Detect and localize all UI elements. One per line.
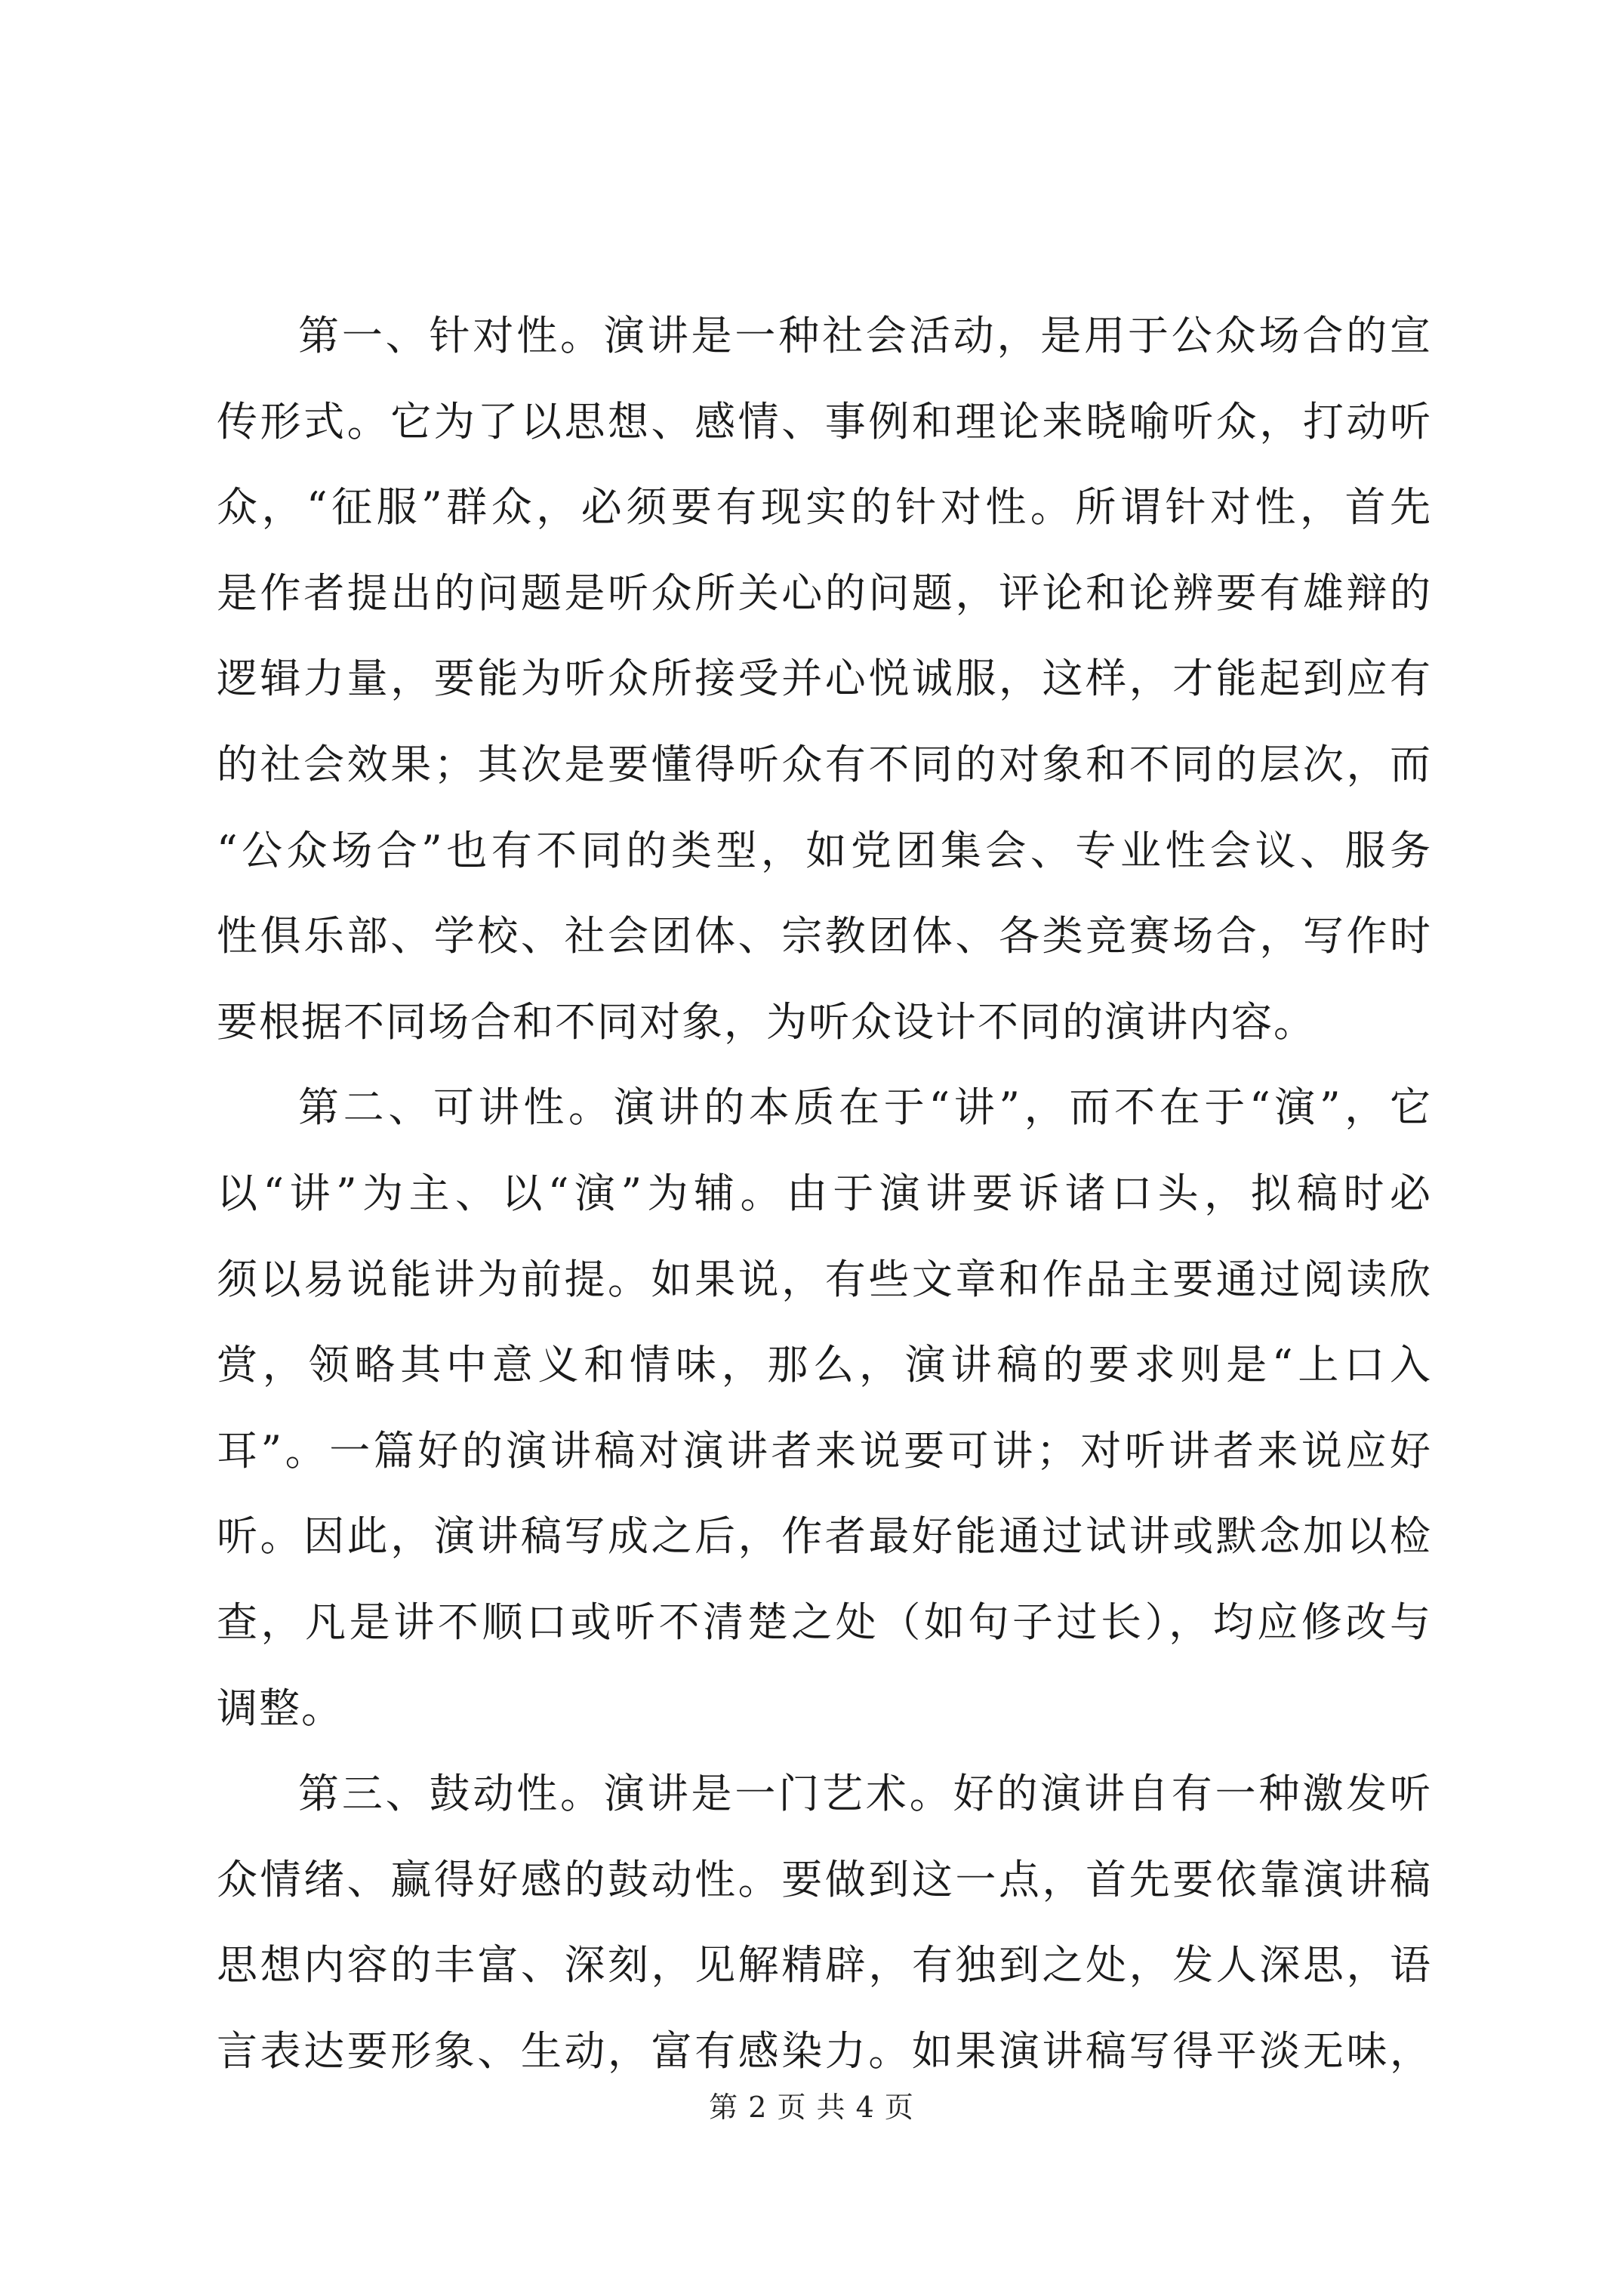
text-line: 众情绪、赢得好感的鼓动性。要做到这一点，首先要依靠演讲稿 xyxy=(217,1855,1432,1903)
text-line: 言表达要形象、生动，富有感染力。如果演讲稿写得平淡无味， xyxy=(217,2026,1432,2075)
paragraph-inspiration xyxy=(217,1751,1432,2094)
text-line: 听。因此，演讲稿写成之后，作者最好能通过试讲或默念加以检 xyxy=(217,1512,1432,1561)
text-line: 传形式。它为了以思想、感情、事例和理论来晓喻听众，打动听 xyxy=(217,397,1432,445)
text-line: 调整。 xyxy=(217,1684,343,1732)
text-line: 逻辑力量，要能为听众所接受并心悦诚服，这样，才能起到应有 xyxy=(217,655,1432,703)
text-line: 须以易说能讲为前提。如果说，有些文章和作品主要通过阅读欣 xyxy=(217,1255,1432,1303)
paragraph-speakability xyxy=(217,1065,1432,1751)
text-line: 赏，领略其中意义和情味，那么，演讲稿的要求则是“上口入 xyxy=(217,1341,1432,1389)
text-line: 性俱乐部、学校、社会团体、宗教团体、各类竞赛场合，写作时 xyxy=(217,912,1432,960)
text-line: 要根据不同场合和不同对象，为听众设计不同的演讲内容。 xyxy=(217,997,1316,1046)
text-line: 查，凡是讲不顺口或听不清楚之处（如句子过长），均应修改与 xyxy=(217,1598,1432,1646)
paragraph-targeting xyxy=(217,293,1432,1065)
text-line: 众，“征服”群众，必须要有现实的针对性。所谓针对性，首先 xyxy=(217,483,1432,532)
text-line: 耳”。一篇好的演讲稿对演讲者来说要可讲；对听讲者来说应好 xyxy=(217,1426,1432,1475)
text-line: 思想内容的丰富、深刻，见解精辟，有独到之处，发人深思，语 xyxy=(217,1941,1432,1989)
document-body xyxy=(217,293,1432,2094)
text-line: 第三、鼓动性。演讲是一门艺术。好的演讲自有一种激发听 xyxy=(298,1770,1432,1818)
page-number-footer: 第 2 页 共 4 页 xyxy=(709,2091,914,2124)
text-line: 第一、针对性。演讲是一种社会活动，是用于公众场合的宣 xyxy=(298,312,1432,359)
text-line: 的社会效果；其次是要懂得听众有不同的对象和不同的层次，而 xyxy=(217,740,1432,788)
text-line: 是作者提出的问题是听众所关心的问题，评论和论辨要有雄辩的 xyxy=(217,569,1432,617)
text-line: 以“讲”为主、以“演”为辅。由于演讲要诉诸口头，拟稿时必 xyxy=(217,1169,1432,1217)
text-line: “公众场合”也有不同的类型，如党团集会、专业性会议、服务 xyxy=(217,826,1432,874)
text-line: 第二、可讲性。演讲的本质在于“讲”，而不在于“演”，它 xyxy=(298,1083,1432,1132)
